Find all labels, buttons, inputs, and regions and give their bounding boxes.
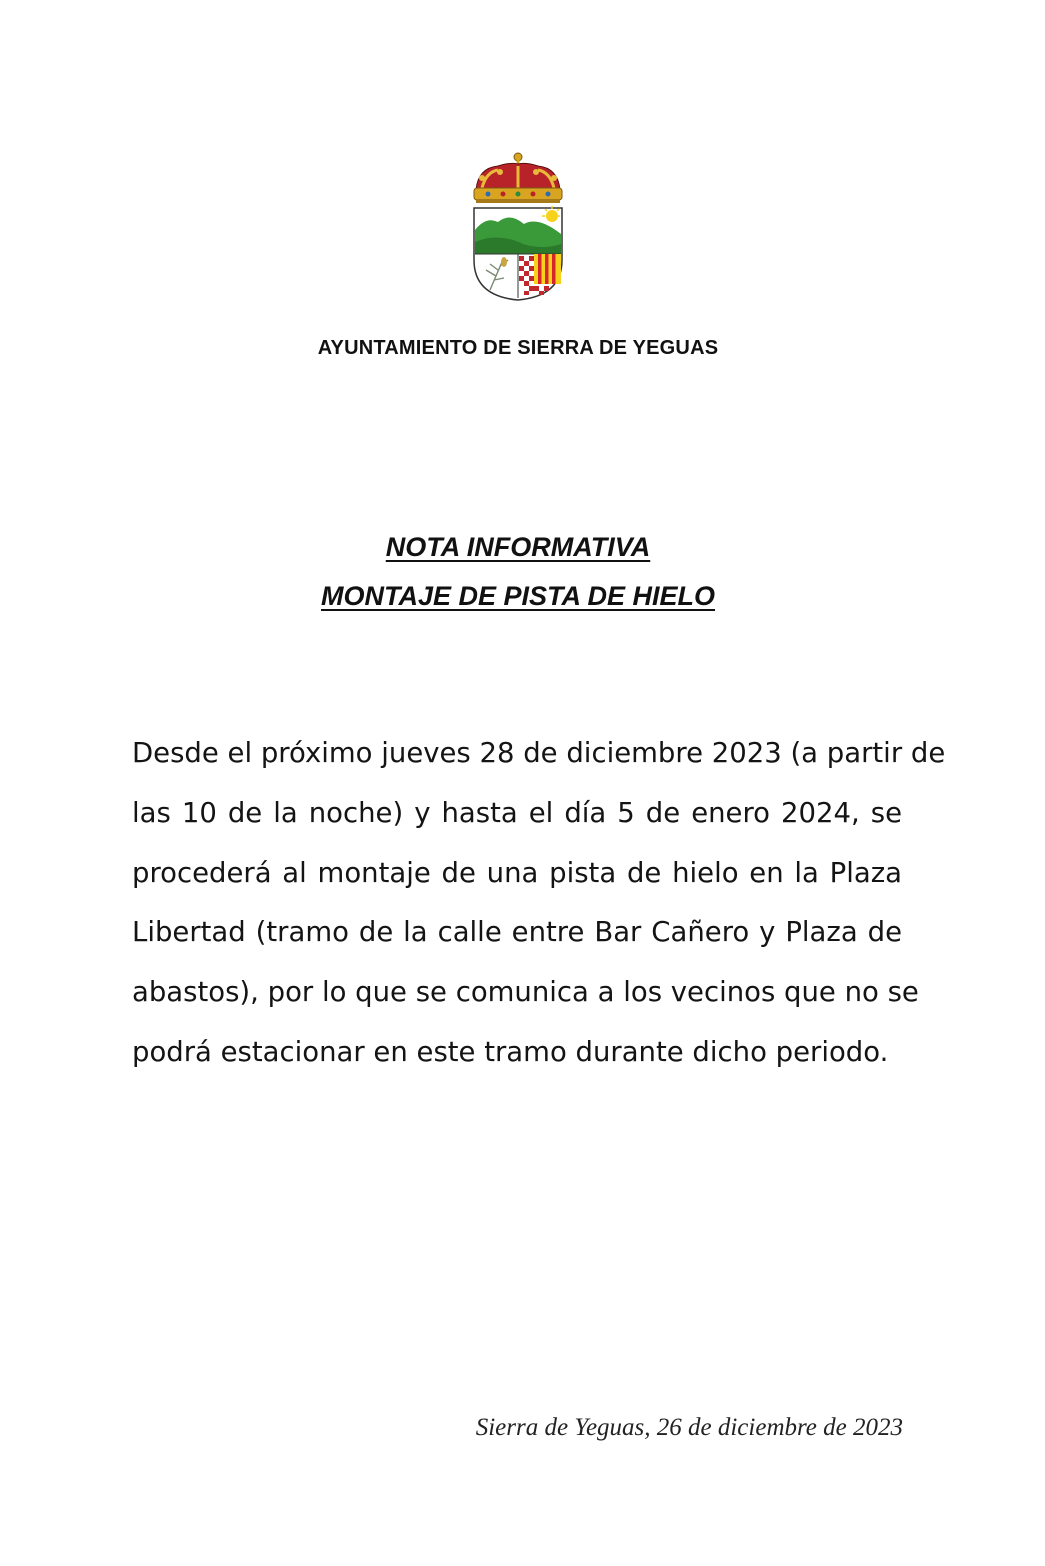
- coat-of-arms-icon: [468, 150, 568, 302]
- shield-icon: [474, 206, 562, 300]
- body-line: podrá estacionar en este tramo durante dicho periodo.: [132, 1035, 889, 1068]
- organization-name: AYUNTAMIENTO DE SIERRA DE YEGUAS: [317, 337, 719, 359]
- crown-icon: [474, 153, 562, 203]
- notice-title: [0, 523, 1036, 621]
- body-line: las 10 de la noche) y hasta el día 5 de enero 2024, se: [132, 796, 902, 829]
- title-line-1: NOTA INFORMATIVA: [385, 532, 651, 562]
- title-line-2: MONTAJE DE PISTA DE HIELO: [320, 581, 716, 611]
- body-line: Desde el próximo jueves 28 de diciembre 2023 (a partir de: [132, 737, 946, 769]
- body-line: Libertad (tramo de la calle entre Bar Cañero y Plaza de: [132, 916, 902, 949]
- body-line: abastos), por lo que se comunica a los vecinos que no se: [132, 976, 919, 1009]
- notice-body: [132, 724, 946, 1083]
- place-date: Sierra de Yeguas, 26 de diciembre de 2023: [475, 1414, 903, 1441]
- body-line: procederá al montaje de una pista de hielo en la Plaza: [132, 856, 902, 889]
